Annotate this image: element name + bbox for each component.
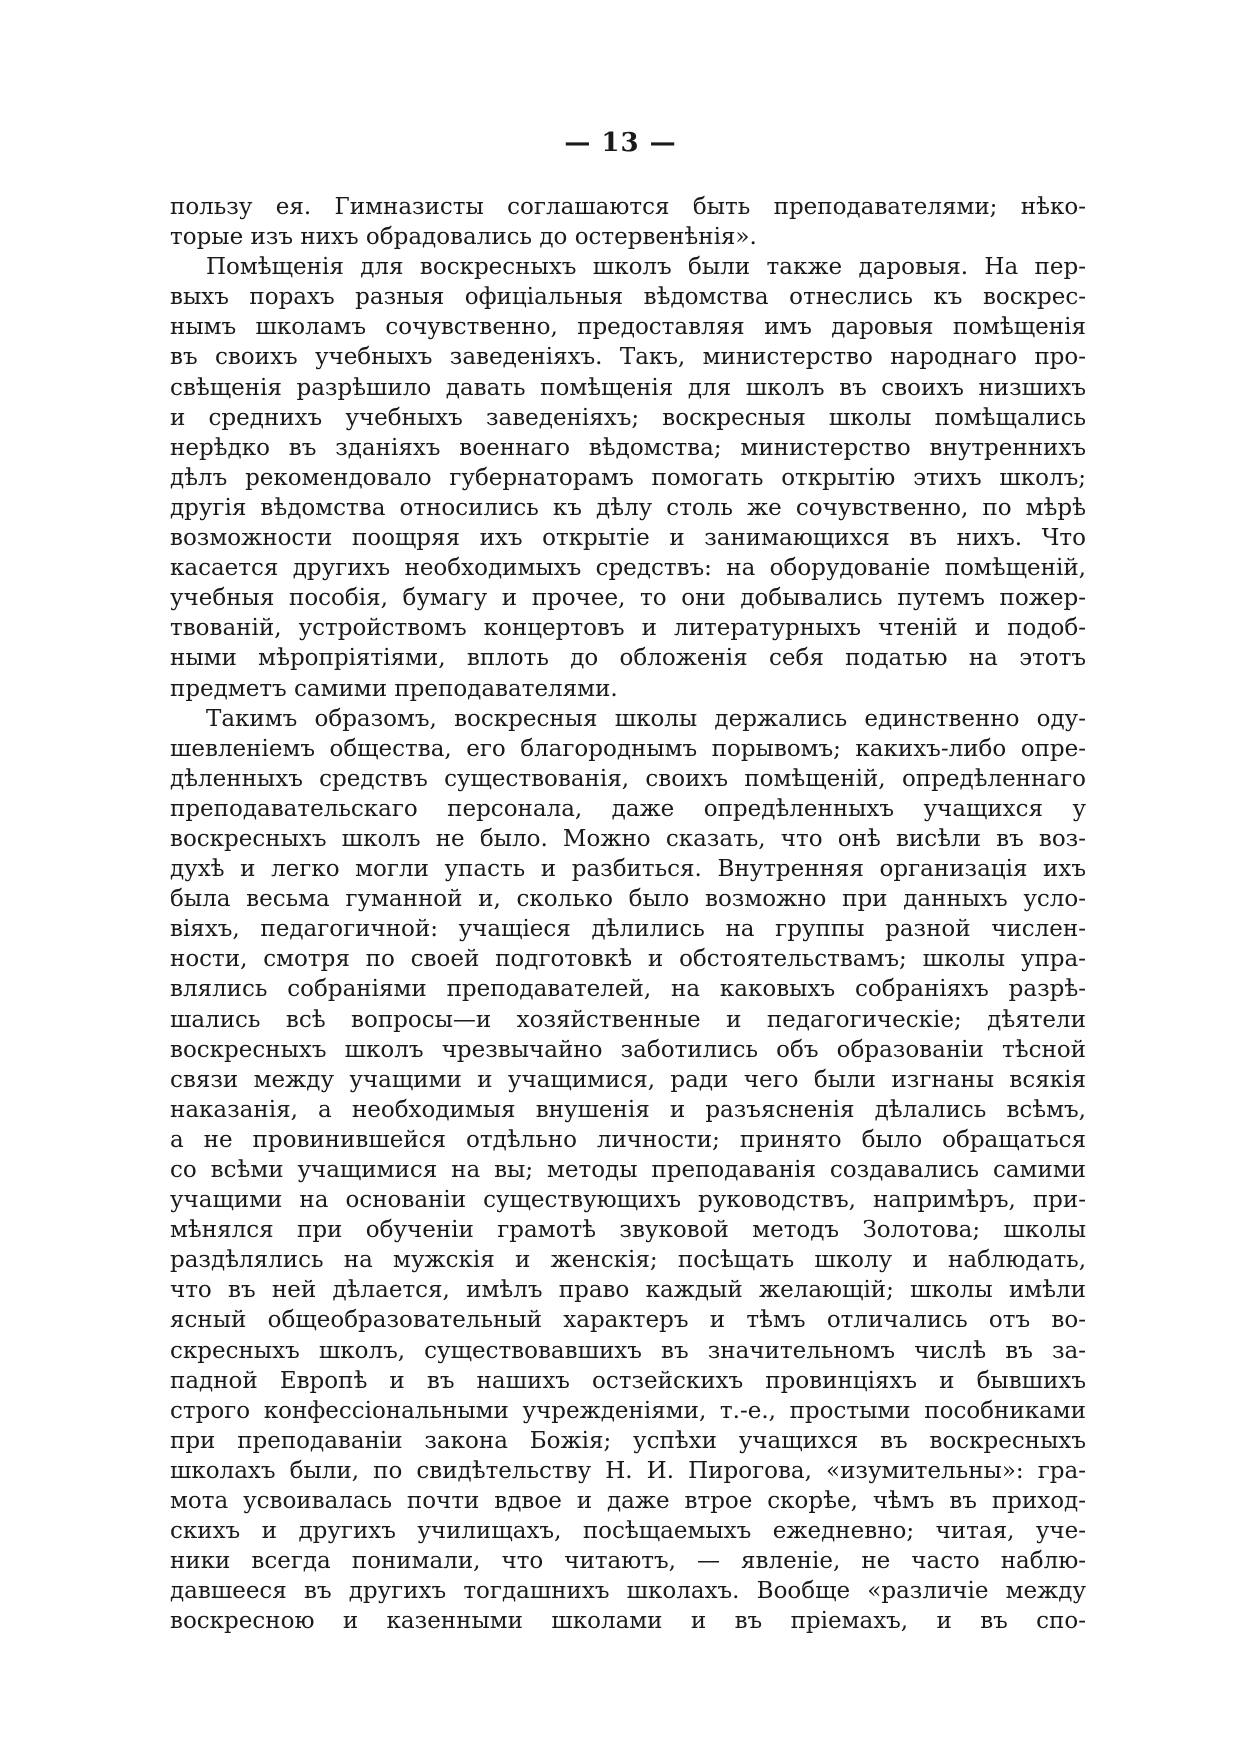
text-line: торые изъ нихъ обрадовались до остервенѣнія». bbox=[170, 224, 757, 251]
text-line: ными мѣропріятіями, вплоть до обложенія себя податью на этотъ bbox=[170, 645, 1086, 672]
text-line: а не провинившейся отдѣльно личности; принято было обращаться bbox=[170, 1126, 1086, 1153]
text-line: возможности поощряя ихъ открытіе и занимающихся въ нихъ. Что bbox=[170, 525, 1086, 552]
text-line: воскресною и казенными школами и въ пріемахъ, и въ спо- bbox=[170, 1608, 1086, 1635]
text-line: предметъ самими преподавателями. bbox=[170, 675, 618, 702]
text-line: наказанія, а необходимыя внушенія и разъясненія дѣлались всѣмъ, bbox=[170, 1096, 1086, 1123]
text-line: при преподаваніи закона Божія; успѣхи учащихся въ воскресныхъ bbox=[170, 1427, 1086, 1454]
text-line: нерѣдко въ зданіяхъ военнаго вѣдомства; министерство внутреннихъ bbox=[170, 434, 1086, 461]
text-line: мѣнялся при обученіи грамотѣ звуковой методъ Золотова; школы bbox=[170, 1217, 1086, 1244]
page-number: — 13 — bbox=[564, 128, 677, 158]
text-line: Помѣщенія для воскресныхъ школъ были также даровыя. На пер- bbox=[206, 254, 1086, 281]
text-line: ности, смотря по своей подготовкѣ и обстоятельствамъ; школы упра- bbox=[170, 946, 1086, 973]
text-line: шевленіемъ общества, его благороднымъ порывомъ; какихъ-либо опре- bbox=[170, 735, 1086, 762]
text-line: что въ ней дѣлается, имѣлъ право каждый желающій; школы имѣли bbox=[170, 1277, 1086, 1304]
text-line: скихъ и другихъ училищахъ, посѣщаемыхъ ежедневно; читая, уче- bbox=[170, 1518, 1086, 1545]
text-line: преподавательскаго персонала, даже опредѣленныхъ учащихся у bbox=[170, 795, 1086, 822]
text-line: строго конфессіональными учрежденіями, т.-е., простыми пособниками bbox=[170, 1397, 1086, 1424]
text-line: пользу ея. Гимназисты соглашаются быть преподавателями; нѣко- bbox=[170, 194, 1086, 220]
body-text bbox=[170, 192, 1086, 1637]
text-line: духѣ и легко могли упасть и разбиться. Внутренняя организація ихъ bbox=[170, 856, 1086, 883]
text-line: со всѣми учащимися на вы; методы преподаванія создавались самими bbox=[170, 1157, 1086, 1183]
text-line: Такимъ образомъ, воскресныя школы держались единственно оду- bbox=[206, 705, 1086, 732]
text-line: воскресныхъ школъ не было. Можно сказать, что онѣ висѣли въ воз- bbox=[170, 825, 1086, 852]
text-line: нымъ школамъ сочувственно, предоставляя имъ даровыя помѣщенія bbox=[170, 314, 1086, 341]
text-line: дѣленныхъ средствъ существованія, своихъ помѣщеній, опредѣленнаго bbox=[170, 765, 1086, 792]
text-line: дѣлъ рекомендовало губернаторамъ помогать открытію этихъ школъ; bbox=[170, 464, 1086, 491]
text-line: мота усвоивалась почти вдвое и даже втрое скорѣе, чѣмъ въ приход- bbox=[170, 1488, 1086, 1515]
text-line: и среднихъ учебныхъ заведеніяхъ; воскресныя школы помѣщались bbox=[170, 404, 1086, 431]
text-line: твованій, устройствомъ концертовъ и литературныхъ чтеній и подоб- bbox=[170, 615, 1086, 642]
text-line: связи между учащими и учащимися, ради чего были изгнаны всякія bbox=[170, 1066, 1086, 1093]
text-line: выхъ порахъ разныя офиціальныя вѣдомства отнеслись къ воскрес- bbox=[170, 284, 1086, 311]
text-line: учебныя пособія, бумагу и прочее, то они добывались путемъ пожер- bbox=[170, 585, 1086, 612]
text-line: ясный общеобразовательный характеръ и тѣмъ отличались отъ во- bbox=[170, 1307, 1086, 1334]
text-line: учащими на основаніи существующихъ руководствъ, напримѣръ, при- bbox=[170, 1187, 1086, 1214]
text-line: свѣщенія разрѣшило давать помѣщенія для школъ въ своихъ низшихъ bbox=[170, 374, 1086, 401]
text-line: віяхъ, педагогичной: учащіеся дѣлились на группы разной числен- bbox=[170, 916, 1086, 943]
text-line: давшееся въ другихъ тогдашнихъ школахъ. Вообще «различіе между bbox=[170, 1578, 1086, 1605]
text-line: падной Европѣ и въ нашихъ остзейскихъ провинціяхъ и бывшихъ bbox=[170, 1367, 1086, 1394]
text-line: другія вѣдомства относились къ дѣлу столь же сочувственно, по мѣрѣ bbox=[170, 494, 1086, 521]
text-line: раздѣлялись на мужскія и женскія; посѣщать школу и наблюдать, bbox=[170, 1247, 1086, 1274]
text-line: въ своихъ учебныхъ заведеніяхъ. Такъ, министерство народнаго про- bbox=[170, 344, 1086, 371]
text-line: школахъ были, по свидѣтельству Н. И. Пирогова, «изумительны»: гра- bbox=[170, 1457, 1086, 1484]
text-line: воскресныхъ школъ чрезвычайно заботились объ образованіи тѣсной bbox=[170, 1036, 1086, 1063]
text-line: была весьма гуманной и, сколько было возможно при данныхъ усло- bbox=[170, 886, 1086, 913]
text-line: скресныхъ школъ, существовавшихъ въ значительномъ числѣ въ за- bbox=[170, 1337, 1086, 1364]
text-line: шались всѣ вопросы—и хозяйственные и педагогическіе; дѣятели bbox=[170, 1006, 1086, 1033]
text-line: касается другихъ необходимыхъ средствъ: на оборудованіе помѣщеній, bbox=[170, 555, 1086, 582]
text-line: ники всегда понимали, что читаютъ, — явленіе, не часто наблю- bbox=[170, 1548, 1086, 1575]
text-line: влялись собраніями преподавателей, на каковыхъ собраніяхъ разрѣ- bbox=[170, 976, 1086, 1003]
